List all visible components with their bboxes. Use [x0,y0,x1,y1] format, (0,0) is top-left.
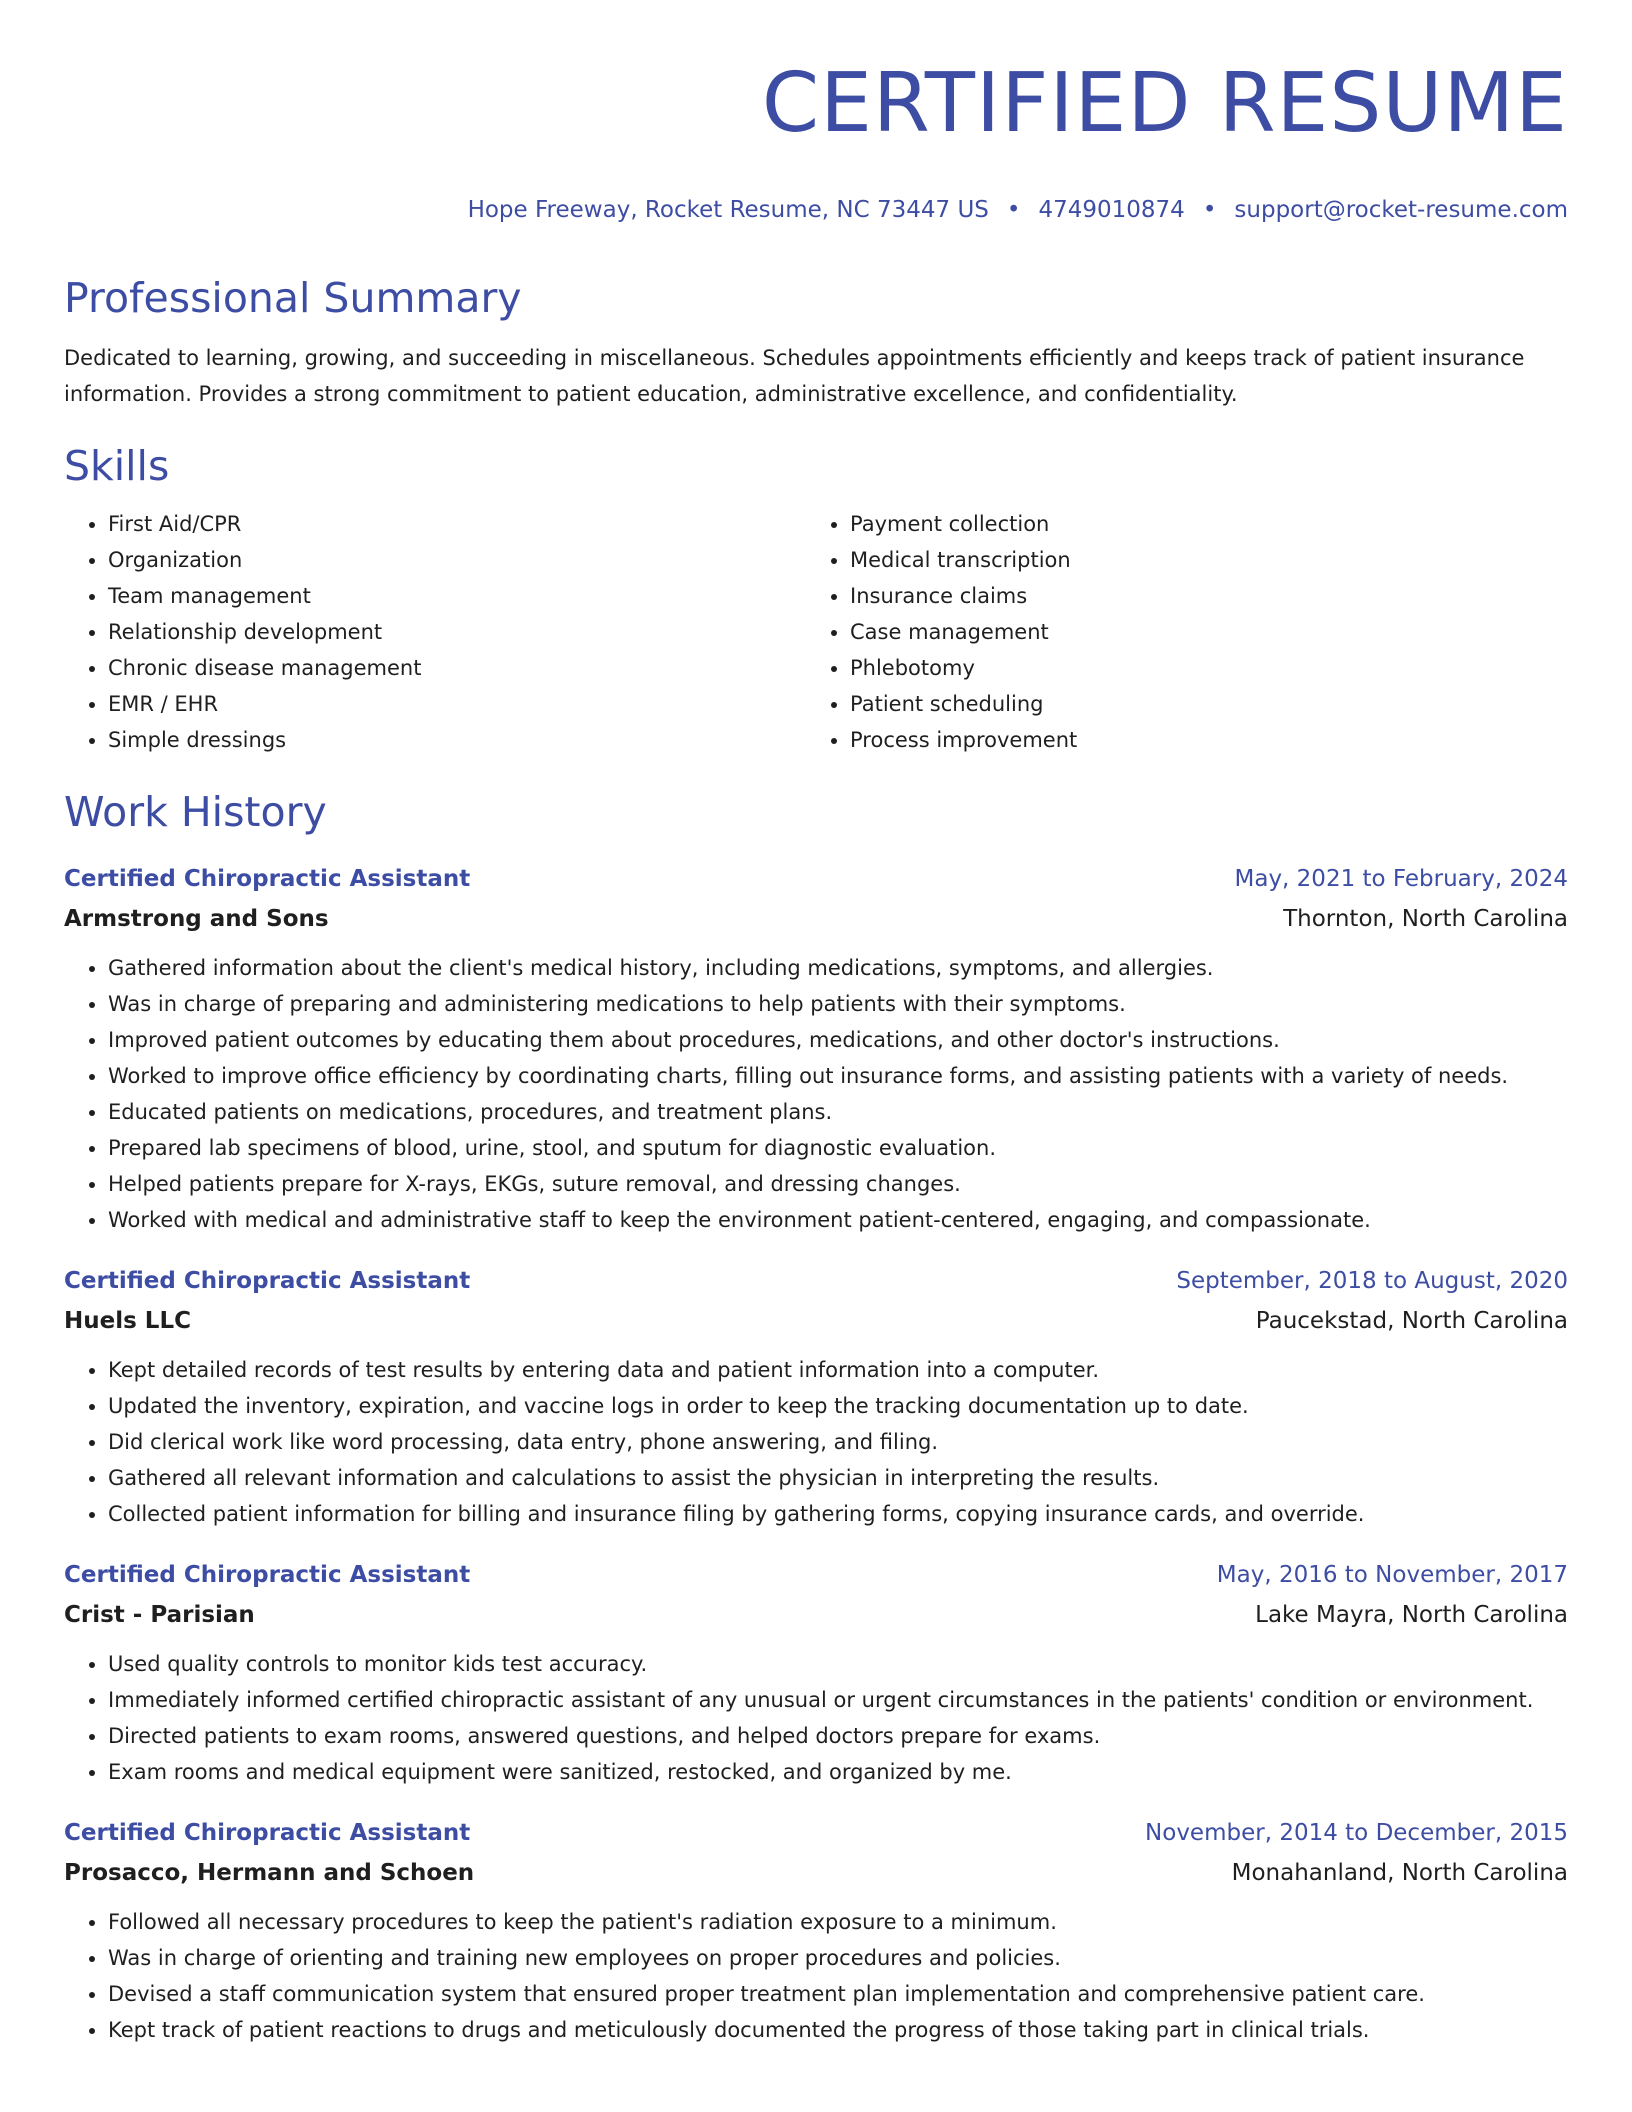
skill-item: • Payment collection [850,506,1077,542]
resume-name: CERTIFIED RESUME [761,56,1568,151]
skill-item: • Relationship development [108,614,806,650]
job-bullet: • Used quality controls to monitor kids test accuracy. [108,1646,1568,1682]
skills-heading: Skills [64,442,170,490]
contact-separator: • [1006,197,1021,223]
job-dates: May, 2016 to November, 2017 [1216,1562,1568,1588]
job-bullet: • Immediately informed certified chiropractic assistant of any unusual or urgent circumstances in the patients' condition or environment. [108,1682,1568,1718]
job-dates: November, 2014 to December, 2015 [1145,1820,1568,1846]
job-bullet: • Gathered information about the client's medical history, including medications, symptoms, and allergies. [108,950,1568,986]
job-bullets [64,1646,1568,1790]
job-bullet: • Devised a staff communication system that ensured proper treatment plan implementation and comprehensive patient care. [108,1976,1568,2012]
job-company: Prosacco, Hermann and Schoen [64,1860,475,1886]
job-bullet: • Updated the inventory, expiration, and vaccine logs in order to keep the tracking documentation up to date. [108,1388,1568,1424]
job-title-row [64,1816,1568,1850]
job-company-row [64,902,1568,936]
job-bullet: • Worked to improve office efficiency by coordinating charts, filling out insurance forms, and assisting patients with a variety of needs. [108,1058,1568,1094]
skills-column-left [64,506,806,758]
job-company: Huels LLC [64,1308,191,1334]
skill-item: • Case management [850,614,1077,650]
skills-column-right [806,506,1077,758]
summary-heading: Professional Summary [64,274,522,322]
contact-separator: • [1202,197,1217,223]
job-entry [64,1558,1568,1790]
job-location: Paucekstad, North Carolina [1255,1308,1568,1334]
job-company-row [64,1856,1568,1890]
skill-item: • Simple dressings [108,722,806,758]
contact-line [64,196,1568,224]
skill-item: • EMR / EHR [108,686,806,722]
job-role: Certified Chiropractic Assistant [64,866,471,892]
skill-item: • Team management [108,578,806,614]
skill-item: • Phlebotomy [850,650,1077,686]
job-role: Certified Chiropractic Assistant [64,1820,471,1846]
job-location: Monahanland, North Carolina [1231,1860,1568,1886]
job-company-row [64,1304,1568,1338]
skill-item: • Patient scheduling [850,686,1077,722]
job-bullets [64,950,1568,1238]
skill-item: • Process improvement [850,722,1077,758]
job-title-row [64,1558,1568,1592]
job-company: Crist - Parisian [64,1602,255,1628]
job-bullet: • Gathered all relevant information and calculations to assist the physician in interpreting the results. [108,1460,1568,1496]
skill-item: • Chronic disease management [108,650,806,686]
job-entry [64,1264,1568,1532]
job-bullet: • Educated patients on medications, procedures, and treatment plans. [108,1094,1568,1130]
job-title-row [64,862,1568,896]
job-entry [64,862,1568,1238]
job-bullet: • Followed all necessary procedures to keep the patient's radiation exposure to a minimum. [108,1904,1568,1940]
job-bullet: • Kept detailed records of test results by entering data and patient information into a computer. [108,1352,1568,1388]
job-company: Armstrong and Sons [64,906,329,932]
resume-header [64,58,1568,224]
job-dates: May, 2021 to February, 2024 [1234,866,1568,892]
job-bullet: • Was in charge of orienting and training new employees on proper procedures and policies. [108,1940,1568,1976]
contact-address: Hope Freeway, Rocket Resume, NC 73447 US [467,197,989,223]
job-title-row [64,1264,1568,1298]
job-bullet: • Was in charge of preparing and administering medications to help patients with their symptoms. [108,986,1568,1022]
job-bullet: • Helped patients prepare for X-rays, EKGs, suture removal, and dressing changes. [108,1166,1568,1202]
job-role: Certified Chiropractic Assistant [64,1562,471,1588]
contact-phone: 4749010874 [1038,197,1185,223]
skill-item: • First Aid/CPR [108,506,806,542]
skill-item: • Medical transcription [850,542,1077,578]
job-bullet: • Directed patients to exam rooms, answered questions, and helped doctors prepare for exams. [108,1718,1568,1754]
job-bullet: • Prepared lab specimens of blood, urine, stool, and sputum for diagnostic evaluation. [108,1130,1568,1166]
skill-item: • Organization [108,542,806,578]
work-history-heading: Work History [64,788,327,836]
job-bullet: • Collected patient information for billing and insurance filing by gathering forms, copying insurance cards, and override. [108,1496,1568,1532]
skills-list [64,506,1568,758]
skill-item: • Insurance claims [850,578,1077,614]
summary-text: Dedicated to learning, growing, and succeeding in miscellaneous. Schedules appointments efficiently and keeps track of patient insurance information. Provides a strong commitment to patient education, administrative excellence, and confidentiality. [64,346,1525,406]
job-location: Lake Mayra, North Carolina [1255,1602,1568,1628]
job-location: Thornton, North Carolina [1283,906,1568,932]
job-bullet: • Did clerical work like word processing, data entry, phone answering, and filing. [108,1424,1568,1460]
job-bullet: • Exam rooms and medical equipment were sanitized, restocked, and organized by me. [108,1754,1568,1790]
job-role: Certified Chiropractic Assistant [64,1268,471,1294]
job-bullets [64,1904,1568,2048]
contact-email: support@rocket-resume.com [1234,197,1568,223]
job-bullets [64,1352,1568,1532]
job-entry [64,1816,1568,2048]
job-bullet: • Kept track of patient reactions to drugs and meticulously documented the progress of those taking part in clinical trials. [108,2012,1568,2048]
job-bullet: • Improved patient outcomes by educating them about procedures, medications, and other doctor's instructions. [108,1022,1568,1058]
job-dates: September, 2018 to August, 2020 [1176,1268,1568,1294]
job-company-row [64,1598,1568,1632]
job-bullet: • Worked with medical and administrative staff to keep the environment patient-centered, engaging, and compassionate. [108,1202,1568,1238]
